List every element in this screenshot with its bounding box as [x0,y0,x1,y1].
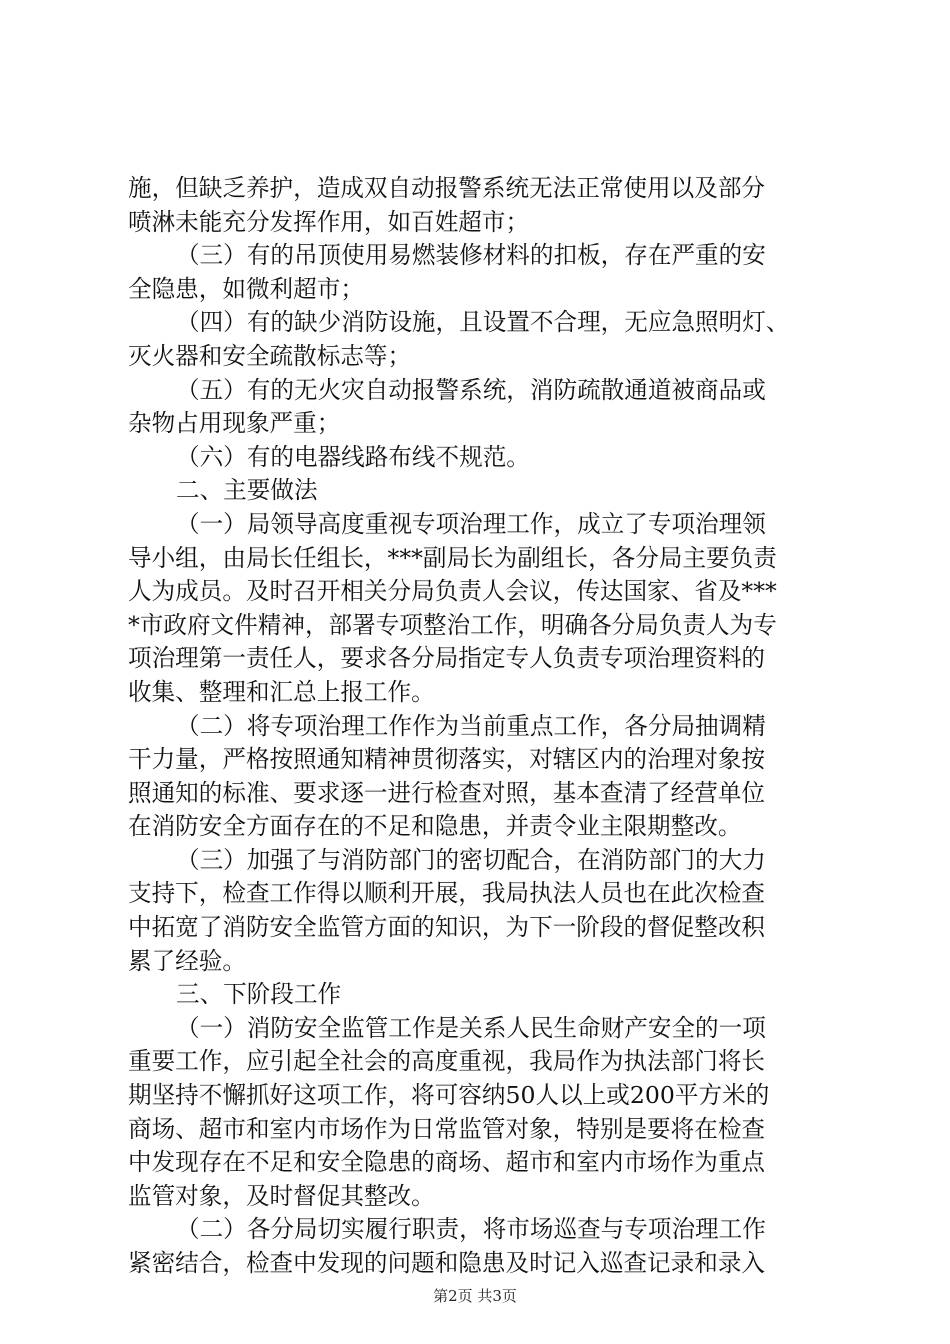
text-line: 干力量，严格按照通知精神贯彻落实，对辖区内的治理对象按 [128,745,766,774]
text-line: 重要工作，应引起全社会的高度重视，我局作为执法部门将长 [128,1047,766,1076]
text-line: （一）局领导高度重视专项治理工作，成立了专项治理领 [176,509,766,538]
text-line: （三）加强了与消防部门的密切配合，在消防部门的大力 [176,845,766,874]
document-body [128,172,828,1281]
text-line: （一）消防安全监管工作是关系人民生命财产安全的一项 [176,1013,766,1042]
text-line: 中拓宽了消防安全监管方面的知识，为下一阶段的督促整改积 [128,913,766,942]
text-line: （四）有的缺少消防设施，且设置不合理，无应急照明灯、 [176,308,790,337]
text-line: （二）将专项治理工作作为当前重点工作，各分局抽调精 [176,711,766,740]
text-line: 项治理第一责任人，要求各分局指定专人负责专项治理资料的 [128,644,766,673]
text-line: 杂物占用现象严重； [128,409,341,438]
text-line: *市政府文件精神，部署专项整治工作，明确各分局负责人为专 [128,610,777,639]
text-line: 期坚持不懈抓好这项工作，将可容纳50人以上或200平方米的 [128,1081,770,1110]
text-line: （六）有的电器线路布线不规范。 [176,442,530,471]
text-line: 支持下，检查工作得以顺利开展，我局执法人员也在此次检查 [128,879,766,908]
text-line: （二）各分局切实履行职责，将市场巡查与专项治理工作 [176,1215,766,1244]
text-line: 监管对象，及时督促其整改。 [128,1181,435,1210]
text-line: 喷淋未能充分发挥作用，如百姓超市； [128,207,530,236]
text-line: 累了经验。 [128,946,246,975]
text-line: 二、主要做法 [176,476,318,505]
text-line: 商场、超市和室内市场作为日常监管对象，特别是要将在检查 [128,1114,766,1143]
text-line: （三）有的吊顶使用易燃装修材料的扣板，存在严重的安 [176,241,766,270]
text-line: 导小组，由局长任组长，***副局长为副组长，各分局主要负责 [128,543,777,572]
text-line: 收集、整理和汇总上报工作。 [128,677,435,706]
text-line: （五）有的无火灾自动报警系统，消防疏散通道被商品或 [176,375,766,404]
text-line: 施，但缺乏养护，造成双自动报警系统无法正常使用以及部分 [128,174,766,202]
text-line: 紧密结合，检查中发现的问题和隐患及时记入巡查记录和录入 [128,1249,766,1277]
text-line: 中发现存在不足和安全隐患的商场、超市和室内市场作为重点 [128,1148,766,1177]
text-line: 照通知的标准、要求逐一进行检查对照，基本查清了经营单位 [128,778,766,807]
text-line: 在消防安全方面存在的不足和隐患，并责令业主限期整改。 [128,812,742,841]
text-line: 人为成员。及时召开相关分局负责人会议，传达国家、省及*** [128,577,777,606]
page-number-footer: 第2页 共3页 [433,1287,517,1305]
text-line: 全隐患，如微利超市； [128,274,364,303]
text-line: 灭火器和安全疏散标志等； [128,341,412,370]
text-line: 三、下阶段工作 [176,980,342,1009]
